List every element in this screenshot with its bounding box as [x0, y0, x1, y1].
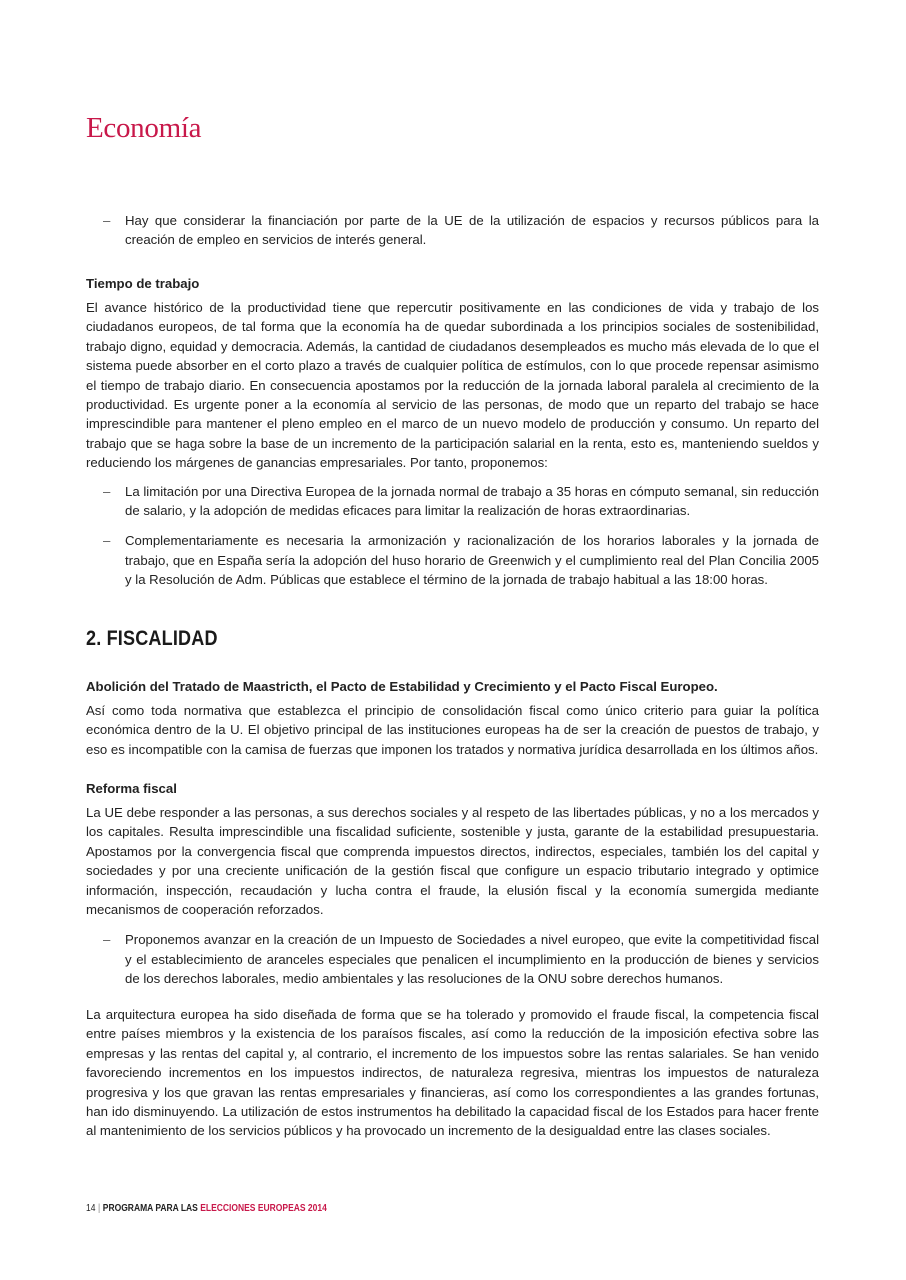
reforma-paragraph: La UE debe responder a las personas, a sus derechos sociales y al respeto de las libertades públicas, y no a los mercados y los capitales. Resulta imprescindible una fiscalidad suficiente, sostenible y justa, garante de la estabilidad presupuestaria. Apostamos por la convergencia fiscal que comprenda impuestos directos, indirectos, especiales, también los del capital y sociedades y por una creciente unificación de la gestión fiscal que configure un espacio tributario integrado y optimice información, inspección, recaudación y lucha contra el fraude, la elusión fiscal y la economía sumergida mediante mecanismos de cooperación reforzados.	[86, 805, 819, 918]
arquitectura-section	[86, 1005, 819, 1141]
intro-bullet-block	[86, 211, 819, 250]
list-item-text: La limitación por una Directiva Europea de la jornada normal de trabajo a 35 horas en cómputo semanal, sin reducción de salario, y la adopción de medidas eficaces para limitar la realización de horas extraordinarias.	[125, 483, 819, 519]
section-title-fiscalidad: 2. FISCALIDAD	[86, 627, 218, 650]
list-item-text: Hay que considerar la financiación por parte de la UE de la utilización de espacios y recursos públicos para la creación de empleo en servicios de interés general.	[125, 213, 819, 248]
list-item	[86, 930, 819, 988]
reforma-heading: Reforma fiscal	[86, 781, 177, 796]
tiempo-section	[86, 274, 819, 590]
list-item-text: Proponemos avanzar en la creación de un Impuesto de Sociedades a nivel europeo, que evite la competitividad fiscal y el establecimiento de aranceles especiales que penalicen el incumplimiento en la producción de bienes y servicios de los derechos laborales, medio ambientales y las resoluciones de la ONU sobre derechos humanos.	[125, 932, 819, 987]
footer-elections-label: ELECCIONES EUROPEAS 2014	[200, 1203, 327, 1214]
page-number: 14	[86, 1203, 96, 1214]
tiempo-paragraph: El avance histórico de la productividad tiene que repercutir positivamente en las condiciones de vida y trabajo de los ciudadanos europeos, de tal forma que la economía ha de quedar subordinada a los principios sociales de sostenibilidad, trabajo digno, equidad y democracia. Además, la cantidad de ciudadanos desempleados es mucho más elevada de lo que el sistema puede absorber en el corto plazo a través de cualquier política de estímulos, con lo que procede repensar asimismo el tiempo de trabajo diario. En consecuencia apostamos por la reducción de la jornada laboral paralela al crecimiento de la productividad. Es urgente poner a la economía al servicio de las personas, de modo que un reparto del trabajo se hace imprescindible para mantener el pleno empleo en el marco de un nuevo modelo de producción y consumo. Un reparto del trabajo que se haga sobre la base de un incremento de la participación salarial en la renta, esto es, manteniendo sueldos y reduciendo los márgenes de ganancias empresariales. Por tanto, proponemos:	[86, 300, 819, 471]
footer-program-label: PROGRAMA PARA LAS	[102, 1203, 198, 1214]
list-item	[86, 211, 819, 250]
footer-separator: |	[98, 1203, 101, 1214]
page-title: Economía	[86, 112, 202, 144]
list-item-text: Complementariamente es necesaria la armonización y racionalización de los horarios laborales y la jornada de trabajo, que en España sería la adopción del huso horario de Greenwich y el cumplimiento real del Plan Concilia 2005 y la Resolución de Adm. Públicas que establece el término de la jornada de trabajo habitual a las 18:00 horas.	[125, 533, 819, 588]
abolicion-heading: Abolición del Tratado de Maastricth, el Pacto de Estabilidad y Crecimiento y el Pacto Fiscal Europeo.	[86, 679, 718, 694]
page-footer	[86, 1203, 327, 1214]
dash-marker: –	[103, 533, 111, 549]
tiempo-heading: Tiempo de trabajo	[86, 276, 200, 291]
list-item	[86, 531, 819, 589]
abolicion-paragraph: Así como toda normativa que establezca el principio de consolidación fiscal como único criterio para guiar la política económica dentro de la U. El objetivo principal de las instituciones europeas ha de ser la creación de puestos de trabajo, y eso es incompatible con la camisa de fuerzas que imponen los tratados y normativa jurídica desarrollada en los últimos años.	[86, 703, 819, 757]
dash-marker: –	[103, 932, 111, 948]
arquitectura-paragraph: La arquitectura europea ha sido diseñada de forma que se ha tolerado y promovido el fraude fiscal, la competencia fiscal entre países miembros y la existencia de los paraísos fiscales, así como la reducción de la imposición efectiva sobre las empresas y las rentas del capital y, al contrario, el incremento de los impuestos sobre las rentas salariales. Se han venido favoreciendo incrementos en los impuestos indirectos, de naturaleza regresiva, mientras los impuestos de naturaleza progresiva y los que gravan las rentas empresariales y financieras, así como los correspondientes a las grandes fortunas, han ido disminuyendo. La utilización de estos instrumentos ha debilitado la capacidad fiscal de los Estados para hacer frente al mantenimiento de los servicios públicos y ha provocado un incremento de la desigualdad entre las clases sociales.	[86, 1007, 819, 1139]
reforma-section	[86, 779, 819, 989]
abolicion-section	[86, 677, 819, 759]
dash-marker: –	[103, 483, 111, 499]
list-item	[86, 482, 819, 521]
dash-marker: –	[103, 213, 111, 228]
